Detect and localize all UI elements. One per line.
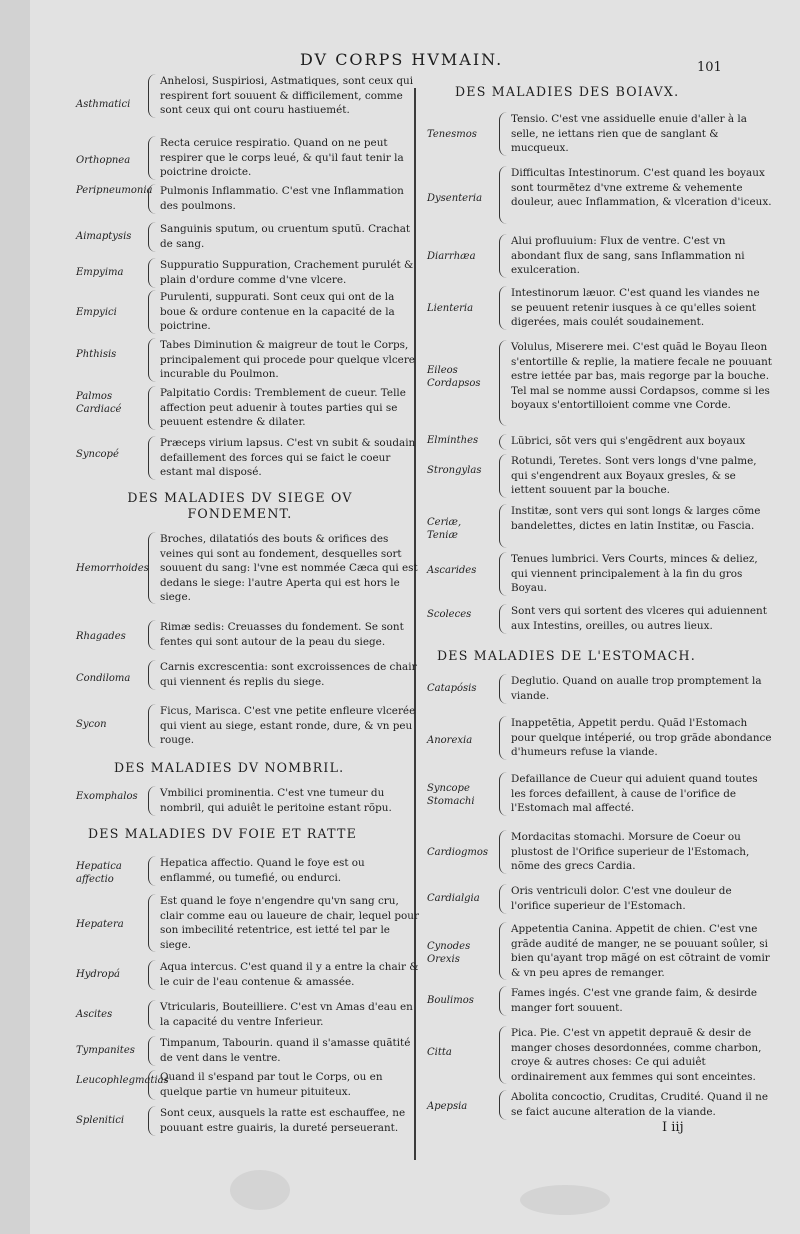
signature-mark: I iij [662,1120,684,1135]
entry-definition: Palpitatio Cordis: Tremblement de cueur. Telle affection peut aduenir à toutes parties qui se peuuent estendre & dilater. [160,387,406,429]
entry-term: Phthisis [76,349,117,360]
entry-definition: Tensio. C'est vne assiduelle enuie d'aller à la selle, ne iettans rien que de sanglant & mucqueux. [511,113,747,155]
entry-term: Eileos Cordapsos [427,365,481,389]
entry-definition: Pica. Pie. C'est vn appetit deprauẽ & desir de manger choses desordonnées, comme charbon, croye & autres choses: Ce qui aduiêt ordinairement aux femmes qui sont enceintes. [511,1027,762,1083]
entry-definition: Fames ingés. C'est vne grande faim, & desirde manger fort souuent. [511,987,758,1014]
entry-definition: Sanguinis sputum, ou cruentum sputũ. Crachat de sang. [160,223,411,250]
section-heading: DES MALADIES DV FOIE ET RATTE [88,826,357,841]
brace-icon [148,786,157,816]
brace-icon [148,620,157,650]
brace-icon [148,1036,157,1066]
entry-term: Condiloma [76,673,131,684]
entry-term: Boulimos [427,995,474,1006]
brace-icon [499,286,508,330]
brace-icon [499,830,508,874]
brace-icon [148,290,157,334]
brace-icon [148,856,157,886]
entry-definition: Rotundi, Teretes. Sont vers longs d'vne palme, qui s'engendrent aux Boyaux gresles, & se iettent souuent par la bouche. [511,455,757,497]
entry-term: Hemorrhoides [76,563,149,574]
entry-term: Peripneumonia [76,185,153,196]
entry-term: Elminthes [427,435,479,446]
entry-term: Orthopnea [76,155,131,166]
entry-definition: Tenues lumbrici. Vers Courts, minces & deliez, qui viennent principalement à la fin du gros Boyau. [511,553,758,595]
brace-icon [148,1106,157,1136]
section-heading: DES MALADIES DV SIEGE OV FONDEMENT. [127,490,353,521]
brace-icon [148,960,157,990]
entry-definition: Carnis excrescentia: sont excroissences de chair qui viennent és replis du siege. [160,661,417,688]
brace-icon [499,234,508,278]
brace-icon [499,454,508,498]
entry-term: Strongylas [427,465,482,476]
entry-term: Tenesmos [427,129,477,140]
brace-icon [148,338,157,382]
entry-definition: Hepatica affectio. Quand le foye est ou enflammé, ou tumefié, ou endurci. [160,857,365,884]
entry-term: Palmos Cardiacé [76,391,122,415]
brace-icon [499,1090,508,1120]
entry-term: Syncope Stomachi [427,783,475,807]
entry-definition: Deglutio. Quand on aualle trop promptement la viande. [511,675,762,702]
brace-icon [148,74,157,118]
entry-definition: Inappetẽtia, Appetit perdu. Quãd l'Estomach pour quelque intéperié, ou trop grãde abondance d'humeurs refuse la viande. [511,717,772,759]
entry-definition: Intestinorum læuor. C'est quand les viandes ne se peuuent retenir iusques à ce qu'elles soient digerées, mais coulét soudainement. [511,287,760,329]
entry-definition: Est quand le foye n'engendre qu'vn sang cru, clair comme eau ou laueure de chair, lequel pour son imbecilité retentrice, est ietté tel par le siege. [160,895,419,951]
entry-term: Asthmatici [76,99,131,110]
running-head: DV CORPS HVMAIN. [300,50,504,69]
entry-definition: Broches, dilatatiós des bouts & orifices des veines qui sont au fondement, desquelles sort souuent du sang: l'vne est nommée Cæca qui est dedans le siege: l'autre Aperta qui est hors le siege. [160,533,418,604]
brace-icon [148,532,157,604]
gutter-shadow [0,0,30,1234]
entry-definition: Lũbrici, sõt vers qui s'engẽdrent aux boyaux [511,435,746,447]
entry-term: Ceriæ, Teniæ [427,517,462,541]
entry-definition: Defaillance de Cueur qui aduient quand toutes les forces defaillent, à cause de l'orifice de l'Estomach mal affecté. [511,773,758,815]
brace-icon [148,184,157,214]
brace-icon [499,504,508,548]
entry-definition: Institæ, sont vers qui sont longs & larges cõme bandelettes, dictes en latin Institæ, ou Fascia. [511,505,761,532]
entry-term: Cynodes Orexis [427,941,471,965]
entry-definition: Tabes Diminution & maigreur de tout le Corps, principalement qui procede pour quelque vlcere incurable du Poulmon. [160,339,415,381]
entry-term: Anorexia [427,735,473,746]
section-heading: DES MALADIES DES BOIAVX. [455,84,680,99]
section-heading: DES MALADIES DE L'ESTOMACH. [437,648,696,663]
brace-icon [499,604,508,634]
brace-icon [148,222,157,252]
entry-term: Citta [427,1047,452,1058]
brace-icon [499,986,508,1016]
entry-term: Ascites [76,1009,113,1020]
entry-term: Empyima [76,267,124,278]
page-number: 101 [697,60,722,75]
brace-icon [499,674,508,704]
brace-icon [499,884,508,914]
entry-definition: Quand il s'espand par tout le Corps, ou en quelque partie vn humeur pituiteux. [160,1071,383,1098]
entry-term: Scoleces [427,609,472,620]
entry-term: Dysenteria [427,193,483,204]
entry-definition: Appetentia Canina. Appetit de chien. C'est vne grãde audité de manger, ne se pouuant soûler, si bien qu'ayant trop mãgé on est cõtraint de vomir & vn peu apres de remanger. [511,923,770,979]
entry-definition: Sont vers qui sortent des vlceres qui aduiennent aux Intestins, oreilles, ou autres lieux. [511,605,767,632]
entry-definition: Difficultas Intestinorum. C'est quand les boyaux sont tourmētez d'vne extreme & vehemente douleur, auec Inflammation, & vlceration d'iceux. [511,167,772,209]
entry-term: Empyici [76,307,117,318]
entry-definition: Anhelosi, Suspiriosi, Astmatiques, sont ceux qui respirent fort souuent & difficilement, comme sont ceux qui ont couru hastiuemét. [160,75,414,117]
paper-stain [520,1185,610,1215]
entry-definition: Suppuratio Suppuration, Crachement purulét & plain d'ordure comme d'vne vlcere. [160,259,414,286]
brace-icon [499,166,508,224]
entry-term: Hydropá [76,969,120,980]
entry-term: Cardialgia [427,893,480,904]
entry-term: Rhagades [76,631,126,642]
brace-icon [148,660,157,690]
entry-definition: Vtricularis, Bouteilliere. C'est vn Amas d'eau en la capacité du ventre Inferieur. [160,1001,413,1028]
brace-icon [499,552,508,596]
entry-definition: Vmbilici prominentia. C'est vne tumeur du nombril, qui aduiêt le peritoine estant rõpu. [160,787,392,814]
entry-definition: Recta ceruice respiratio. Quand on ne peut respirer que le corps leué, & qu'il faut tenir la poictrine droicte. [160,137,404,179]
brace-icon [148,136,157,180]
brace-icon [148,436,157,480]
entry-term: Hepatica affectio [76,861,122,885]
brace-icon [148,258,157,288]
entry-term: Diarrhæa [427,251,476,262]
entry-definition: Aqua intercus. C'est quand il y a entre la chair & le cuir de l'eau contenue & amassée. [160,961,419,988]
entry-term: Ascarides [427,565,477,576]
brace-icon [499,340,508,426]
entry-definition: Sont ceux, ausquels la ratte est eschauffee, ne pouuant estre guairis, la dureté perseuerant. [160,1107,406,1134]
entry-definition: Mordacitas stomachi. Morsure de Coeur ou plustost de l'Orifice superieur de l'Estomach, nõme des grecs Cardia. [511,831,750,873]
entry-term: Cardiogmos [427,847,489,858]
entry-definition: Alui profluuium: Flux de ventre. C'est vn abondant flux de sang, sans Inflammation ni exulceration. [511,235,745,277]
brace-icon [148,386,157,430]
entry-definition: Pulmonis Inflammatio. C'est vne Inflammation des poulmons. [160,185,404,212]
brace-icon [499,112,508,156]
entry-definition: Abolita concoctio, Cruditas, Crudité. Quand il ne se faict aucune alteration de la viande. [511,1091,769,1118]
brace-icon [148,894,157,952]
entry-definition: Præceps virium lapsus. C'est vn subit & soudain defaillement des forces qui se faict le coeur estant mal disposé. [160,437,416,479]
entry-term: Apepsia [427,1101,468,1112]
brace-icon [148,1000,157,1030]
brace-icon [499,716,508,760]
paper-stain [230,1170,290,1210]
entry-definition: Oris ventriculi dolor. C'est vne douleur de l'orifice superieur de l'Estomach. [511,885,732,912]
brace-icon [499,772,508,816]
entry-term: Exomphalos [76,791,138,802]
entry-term: Splenitici [76,1115,125,1126]
entry-term: Leucophlegmatias [76,1075,169,1086]
entry-term: Hepatera [76,919,124,930]
entry-definition: Timpanum, Tabourin. quand il s'amasse quãtité de vent dans le ventre. [160,1037,411,1064]
entry-term: Lienteria [427,303,474,314]
entry-definition: Rimæ sedis: Creuasses du fondement. Se sont fentes qui sont autour de la peau du siege. [160,621,404,648]
brace-icon [499,922,508,980]
entry-term: Syncopé [76,449,119,460]
entry-definition: Ficus, Marisca. C'est vne petite enfleure vlcerée qui vient au siege, estant ronde, dure, & vn peu rouge. [160,705,416,747]
section-heading: DES MALADIES DV NOMBRIL. [114,760,345,775]
brace-icon [148,1070,157,1100]
entry-definition: Purulenti, suppurati. Sont ceux qui ont de la boue & ordure contenue en la capacité de la poictrine. [160,291,395,333]
entry-term: Catapósis [427,683,477,694]
brace-icon [499,1026,508,1084]
entry-term: Sycon [76,719,107,730]
entry-definition: Volulus, Miserere mei. C'est quãd le Boyau Ileon s'entortille & replie, la matiere fecale ne pouuant estre iettée par bas, mais regorge par la bouche. Tel mal se nomme aussi Cordapsos, comme si les boyaux s'entortilloient comme vne Corde. [511,341,772,412]
entry-term: Tympanites [76,1045,135,1056]
brace-icon [148,704,157,748]
brace-icon [499,434,508,450]
entry-term: Aimaptysis [76,231,132,242]
